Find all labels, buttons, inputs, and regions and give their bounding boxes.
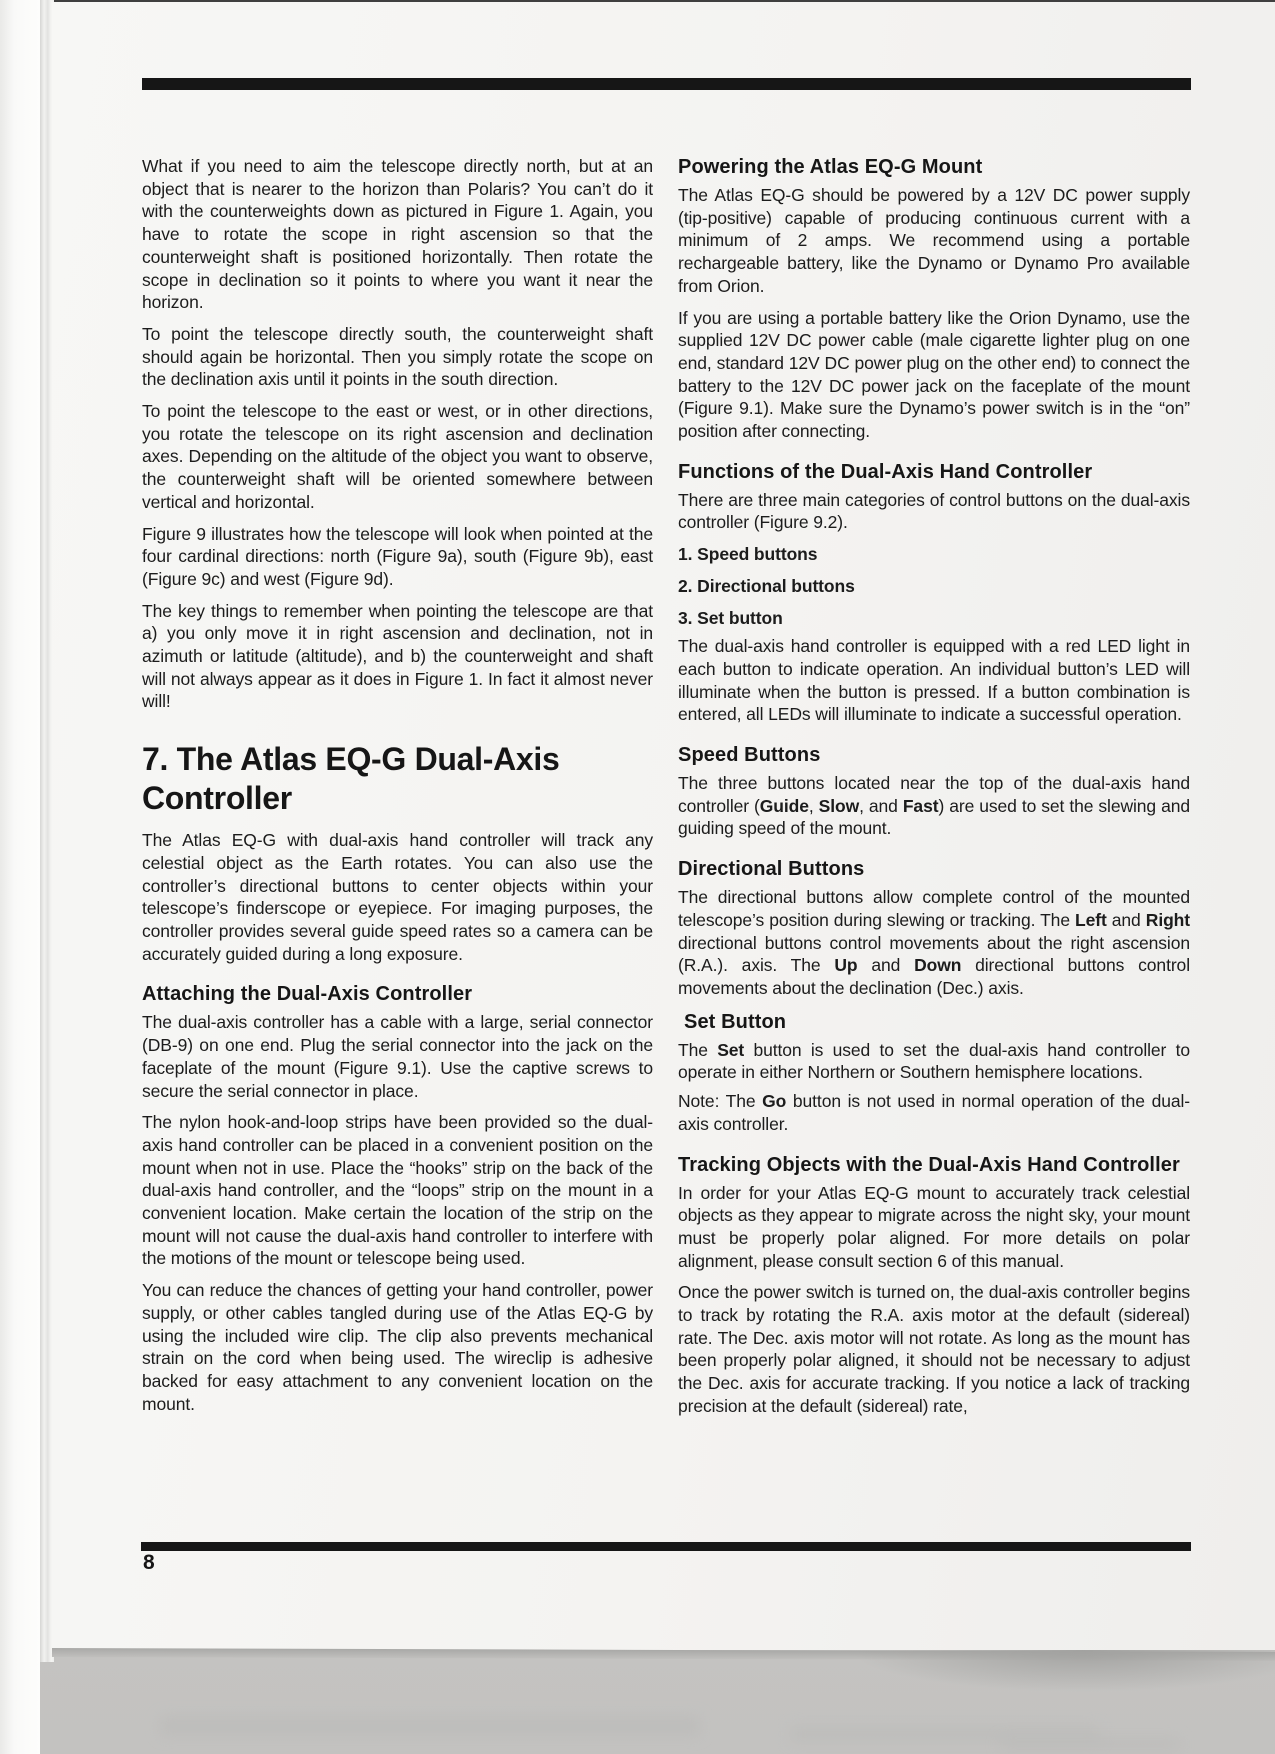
list-item-speed: 1. Speed buttons [678, 544, 818, 565]
right-column [678, 155, 1190, 1427]
left-column [142, 155, 653, 1424]
paragraph-note: Note: The Go button is not used in normal operation of the dual-axis controller. [678, 1091, 1190, 1134]
paragraph: To point the telescope to the east or west, or in other directions, you rotate the telescope on its right ascension and declination axes. Depending on the altitude of the object you want to observe, the counterweight shaft will be oriented somewhere between vertical and horizontal. [142, 401, 653, 512]
paragraph: The directional buttons allow complete control of the mounted telescope’s position during slewing or tracking. The Left and Right directional buttons control movements about the right ascension (R.A.). axis. The Up and Down directional buttons control movements about the declination (Dec.) axis. [678, 887, 1190, 998]
subheading-set-button: Set Button [684, 1010, 787, 1033]
paragraph: To point the telescope directly south, the counterweight shaft should again be horizontal. Then you simply rotate the scope on the declination axis until it points in the south direction. [142, 323, 653, 390]
subheading-speed-buttons: Speed Buttons [678, 744, 821, 767]
subheading-functions: Functions of the Dual-Axis Hand Controller [678, 460, 1093, 483]
scan-left-backing [0, 0, 40, 1754]
paragraph: The dual-axis controller has a cable with a large, serial connector (DB-9) on one end. Plug the serial connector into the jack on the faceplate of the mount (Figure 9.1). Use the captive screws to secure the serial connector in place. [142, 1012, 653, 1101]
paragraph: You can reduce the chances of getting your hand controller, power supply, or other cables tangled during use of the Atlas EQ-G by using the included wire clip. The clip also prevents mechanical strain on the cord when being used. The wireclip is adhesive backed for easy attachment to any convenient location on the mount. [142, 1280, 653, 1414]
paragraph: Figure 9 illustrates how the telescope will look when pointed at the four cardinal directions: north (Figure 9a), south (Figure 9b), east (Figure 9c) and west (Figure 9d). [142, 523, 653, 589]
paragraph: The Set button is used to set the dual-axis hand controller to operate in either Northern or Southern hemisphere locations. [678, 1039, 1190, 1083]
paragraph: The nylon hook-and-loop strips have been provided so the dual-axis hand controller can be placed in a convenient position on the mount when not in use. Place the “hooks” strip on the back of the dual-axis hand controller, and the “loops” strip on the mount in a convenient location. Make certain the location of the strip on the mount will not cause the dual-axis hand controller to interfere with the motions of the mount or telescope being used. [142, 1112, 653, 1269]
scan-smudge [160, 1716, 700, 1736]
paragraph: In order for your Atlas EQ-G mount to accurately track celestial objects as they appear to migrate across the night sky, your mount must be properly polar aligned. For more details on polar alignment, please consult section 6 of this manual. [678, 1182, 1190, 1271]
paragraph: Once the power switch is turned on, the dual-axis controller begins to track by rotating the R.A. axis motor at the default (sidereal) rate. The Dec. axis motor will not rotate. As long as the mount has been properly polar aligned, it should not be necessary to adjust the Dec. axis for accurate tracking. If you notice a lack of tracking precision at the default (sidereal) rate, [678, 1282, 1190, 1416]
list-item-directional: 2. Directional buttons [678, 575, 855, 596]
page-number: 8 [143, 1551, 155, 1574]
footer-rule [141, 1542, 1191, 1551]
subheading-powering: Powering the Atlas EQ-G Mount [678, 156, 983, 178]
paragraph: The Atlas EQ-G with dual-axis hand controller will track any celestial object as the Earth rotates. You can also use the controller’s directional buttons to center objects within your telescope’s finderscope or eyepiece. For imaging purposes, the controller provides several guide speed rates so a camera can be accurately guided during a long exposure. [142, 830, 653, 964]
scan-smudge [1000, 1738, 1180, 1750]
paragraph: There are three main categories of control buttons on the dual-axis controller (Figure 9.2). [678, 489, 1190, 533]
paragraph: If you are using a portable battery like the Orion Dynamo, use the supplied 12V DC power cable (male cigarette lighter plug on one end, standard 12V DC power plug on the other end) to connect the battery to the 12V DC power jack on the faceplate of the mount (Figure 9.1). Make sure the Dynamo’s power switch is in the “on” position after connecting. [678, 307, 1190, 442]
subheading-attaching: Attaching the Dual-Axis Controller [142, 983, 473, 1006]
paragraph: The dual-axis hand controller is equipped with a red LED light in each button to indicate operation. An individual button’s LED will illuminate when the button is pressed. If a button combination is entered, all LEDs will illuminate to indicate a successful operation. [678, 636, 1190, 725]
paragraph: The three buttons located near the top of the dual-axis hand controller (Guide, Slow, and Fast) are used to set the slewing and guiding speed of the mount. [678, 773, 1191, 839]
paragraph: What if you need to aim the telescope directly north, but at an object that is nearer to the horizon than Polaris? You can’t do it with the counterweights down as pictured in Figure 1. Again, you have to rotate the scope in right ascension so that the counterweight shaft is positioned horizontally. Then rotate the scope in declination so it points to where you want it near the horizon. [142, 156, 653, 313]
list-item-set: 3. Set button [678, 607, 783, 628]
subheading-directional-buttons: Directional Buttons [678, 858, 865, 881]
section-heading: 7. The Atlas EQ-G Dual-Axis Controller [142, 741, 560, 817]
header-rule [142, 78, 1191, 90]
subheading-tracking: Tracking Objects with the Dual-Axis Hand Controller [678, 1153, 1180, 1176]
paragraph: The key things to remember when pointing the telescope are that a) you only move it in right ascension and declination, not in azimuth or latitude (altitude), and b) the counterweight and shaft will not always appear as it does in Figure 1. In fact it almost never will! [142, 600, 653, 712]
paragraph: The Atlas EQ-G should be powered by a 12V DC power supply (tip-positive) capable of producing continuous current with a minimum of 2 amps. We recommend using a portable rechargeable battery, like the Dynamo or Dynamo Pro available from Orion. [678, 185, 1190, 296]
page-paper [52, 2, 1275, 1650]
page-curl-shadow [850, 1650, 1275, 1692]
